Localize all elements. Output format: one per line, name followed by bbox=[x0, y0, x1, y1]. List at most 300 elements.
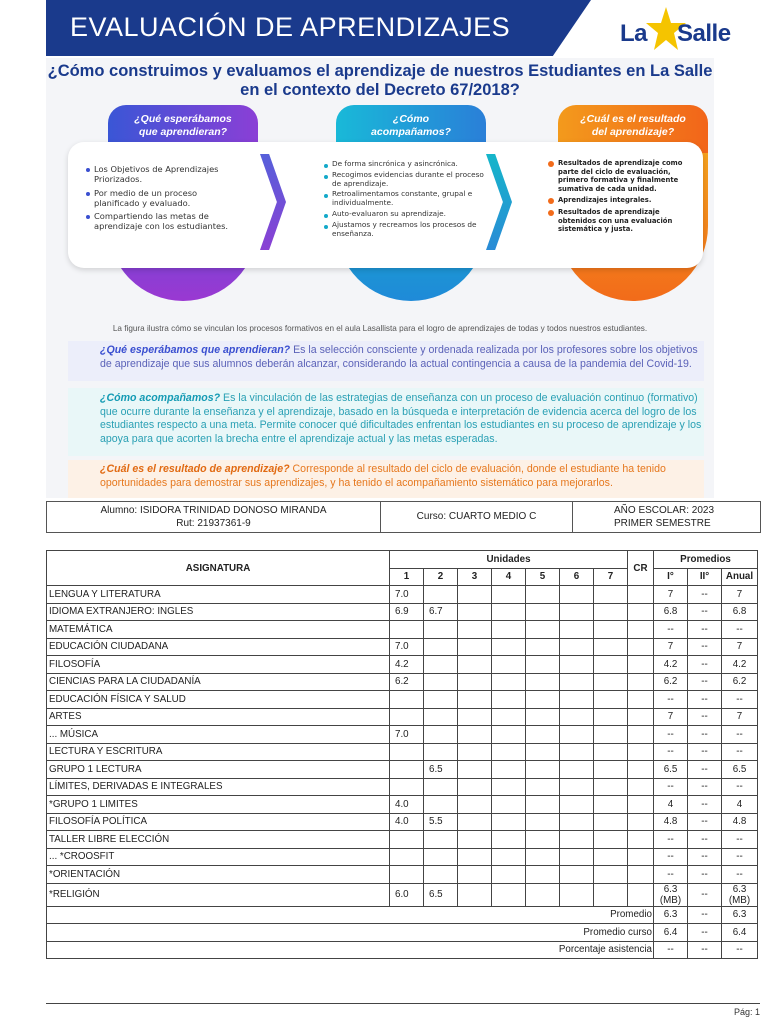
unit-grade bbox=[594, 883, 628, 906]
lasalle-logo bbox=[618, 6, 743, 54]
unit-grade bbox=[458, 883, 492, 906]
cr-cell bbox=[628, 883, 654, 906]
table-row bbox=[47, 831, 758, 849]
unit-grade bbox=[458, 621, 492, 639]
report-header bbox=[0, 0, 768, 58]
grades-body bbox=[47, 586, 758, 959]
infographic bbox=[46, 58, 714, 498]
average-i: -- bbox=[654, 848, 688, 866]
unit-grade bbox=[492, 883, 526, 906]
unit-grade bbox=[458, 708, 492, 726]
average-i: 7 bbox=[654, 708, 688, 726]
unit-grade bbox=[560, 726, 594, 744]
average-ii: -- bbox=[688, 673, 722, 691]
unit-grade bbox=[424, 778, 458, 796]
table-row bbox=[47, 673, 758, 691]
unit-grade bbox=[526, 848, 560, 866]
subject-name: FILOSOFÍA POLÍTICA bbox=[47, 813, 390, 831]
cr-cell bbox=[628, 726, 654, 744]
unit-grade bbox=[458, 761, 492, 779]
description-cual-resultado: ¿Cuál es el resultado de aprendizaje? Corresponde al resultado del ciclo de evaluación, donde el estudiante ha tenido oportunidades para demostrar sus aprendizajes, y ha tenido el acompañamiento sistemático para mejorarlos. bbox=[68, 460, 704, 498]
grades-table bbox=[46, 550, 758, 959]
report-title: EVALUACIÓN DE APRENDIZAJES bbox=[70, 12, 511, 42]
header-unit-7: 7 bbox=[594, 568, 628, 586]
table-row bbox=[47, 813, 758, 831]
cr-cell bbox=[628, 831, 654, 849]
unit-grade bbox=[458, 656, 492, 674]
description-como-acompanamos: ¿Cómo acompañamos? Es la vinculación de las estrategias de enseñanza con un proceso de evaluación continuo (formativo) que ocurre durante la enseñanza y el aprendizaje, basado en la búsqueda e interpretación de evidencia acerca del logro de los estudiantes respecto a una meta. Permite conocer qué dificultades enfrentan los estudiantes en su proceso de aprendizaje y los apoya para que acorten la brecha entre el aprendizaje actual y las metas esperadas. bbox=[68, 388, 704, 456]
unit-grade bbox=[458, 866, 492, 884]
average-ii: -- bbox=[688, 883, 722, 906]
unit-grade bbox=[594, 831, 628, 849]
unit-grade bbox=[458, 778, 492, 796]
unit-grade bbox=[492, 586, 526, 604]
table-row bbox=[47, 621, 758, 639]
average-ii: -- bbox=[688, 691, 722, 709]
unit-grade bbox=[458, 743, 492, 761]
unit-grade bbox=[458, 603, 492, 621]
average-anual: 6.2 bbox=[722, 673, 758, 691]
average-i: 6.8 bbox=[654, 603, 688, 621]
average-ii: -- bbox=[688, 866, 722, 884]
unit-grade bbox=[594, 603, 628, 621]
average-anual: -- bbox=[722, 866, 758, 884]
unit-grade bbox=[492, 726, 526, 744]
average-anual: 7 bbox=[722, 586, 758, 604]
cr-cell bbox=[628, 743, 654, 761]
cr-cell bbox=[628, 778, 654, 796]
unit-grade bbox=[526, 708, 560, 726]
unit-grade bbox=[492, 673, 526, 691]
unit-grade bbox=[526, 638, 560, 656]
unit-grade bbox=[560, 831, 594, 849]
subject-name: GRUPO 1 LECTURA bbox=[47, 761, 390, 779]
subject-name: *RELIGIÓN bbox=[47, 883, 390, 906]
average-i: -- bbox=[654, 621, 688, 639]
cr-cell bbox=[628, 761, 654, 779]
unit-grade: 4.0 bbox=[390, 813, 424, 831]
unit-grade bbox=[492, 848, 526, 866]
unit-grade bbox=[424, 848, 458, 866]
unit-grade bbox=[526, 656, 560, 674]
unit-grade bbox=[390, 761, 424, 779]
average-anual: -- bbox=[722, 778, 758, 796]
subject-name: EDUCACIÓN CIUDADANA bbox=[47, 638, 390, 656]
summary-label: Porcentaje asistencia bbox=[47, 941, 654, 959]
average-ii: -- bbox=[688, 761, 722, 779]
unit-grade bbox=[526, 603, 560, 621]
unit-grade bbox=[492, 656, 526, 674]
unit-grade bbox=[424, 866, 458, 884]
average-ii: -- bbox=[688, 726, 722, 744]
unit-grade bbox=[526, 778, 560, 796]
unit-grade: 6.2 bbox=[390, 673, 424, 691]
average-anual: -- bbox=[722, 743, 758, 761]
unit-grade bbox=[424, 796, 458, 814]
average-anual: 6.8 bbox=[722, 603, 758, 621]
unit-grade bbox=[458, 586, 492, 604]
average-anual: 7 bbox=[722, 638, 758, 656]
subject-name: ... MÚSICA bbox=[47, 726, 390, 744]
table-row bbox=[47, 691, 758, 709]
list-que-esperabamos bbox=[86, 164, 236, 235]
average-ii: -- bbox=[688, 586, 722, 604]
unit-grade bbox=[594, 866, 628, 884]
unit-grade bbox=[492, 761, 526, 779]
summary-anual: -- bbox=[722, 941, 758, 959]
average-anual: -- bbox=[722, 848, 758, 866]
average-anual: 6.5 bbox=[722, 761, 758, 779]
unit-grade bbox=[492, 708, 526, 726]
unit-grade: 4.2 bbox=[390, 656, 424, 674]
cr-cell bbox=[628, 673, 654, 691]
header-cr: CR bbox=[628, 551, 654, 586]
unit-grade bbox=[424, 743, 458, 761]
unit-grade bbox=[560, 813, 594, 831]
table-row bbox=[47, 708, 758, 726]
unit-grade bbox=[458, 796, 492, 814]
unit-grade bbox=[458, 848, 492, 866]
summary-label: Promedio curso bbox=[47, 924, 654, 942]
unit-grade bbox=[594, 813, 628, 831]
unit-grade bbox=[594, 621, 628, 639]
header-prom-1: I° bbox=[654, 568, 688, 586]
unit-grade bbox=[560, 638, 594, 656]
unit-grade bbox=[424, 831, 458, 849]
unit-grade bbox=[594, 743, 628, 761]
unit-grade bbox=[594, 586, 628, 604]
list-item: Auto-evaluaron su aprendizaje. bbox=[324, 210, 484, 219]
tab-cual-resultado: ¿Cuál es el resultado del aprendizaje? bbox=[558, 105, 708, 153]
unit-grade bbox=[458, 638, 492, 656]
table-row bbox=[47, 761, 758, 779]
unit-grade bbox=[526, 586, 560, 604]
list-item: Los Objetivos de Aprendizajes Priorizados. bbox=[86, 164, 236, 185]
unit-grade bbox=[594, 638, 628, 656]
average-ii: -- bbox=[688, 778, 722, 796]
average-i: 6.2 bbox=[654, 673, 688, 691]
unit-grade: 6.0 bbox=[390, 883, 424, 906]
unit-grade bbox=[560, 673, 594, 691]
average-i: -- bbox=[654, 743, 688, 761]
unit-grade bbox=[492, 621, 526, 639]
header-unit-2: 2 bbox=[424, 568, 458, 586]
average-i: -- bbox=[654, 831, 688, 849]
header-unidades: Unidades bbox=[390, 551, 628, 569]
unit-grade bbox=[492, 831, 526, 849]
unit-grade bbox=[424, 656, 458, 674]
subject-name: ARTES bbox=[47, 708, 390, 726]
summary-p1: -- bbox=[654, 941, 688, 959]
average-anual: 4.2 bbox=[722, 656, 758, 674]
list-item: Compartiendo las metas de aprendizaje con los estudiantes. bbox=[86, 211, 236, 232]
unit-grade bbox=[526, 796, 560, 814]
unit-grade: 7.0 bbox=[390, 586, 424, 604]
average-anual: 7 bbox=[722, 708, 758, 726]
unit-grade bbox=[424, 621, 458, 639]
subject-name: TALLER LIBRE ELECCIÓN bbox=[47, 831, 390, 849]
unit-grade bbox=[560, 883, 594, 906]
unit-grade bbox=[390, 778, 424, 796]
unit-grade bbox=[390, 621, 424, 639]
unit-grade: 7.0 bbox=[390, 726, 424, 744]
header-prom-3: Anual bbox=[722, 568, 758, 586]
table-row bbox=[47, 848, 758, 866]
unit-grade bbox=[560, 761, 594, 779]
list-cual-resultado bbox=[548, 159, 688, 237]
infographic-title: ¿Cómo construimos y evaluamos el aprendizaje de nuestros Estudiantes en La Salle en el contexto del Decreto 67/2018? bbox=[47, 62, 713, 99]
average-i: 6.5 bbox=[654, 761, 688, 779]
unit-grade bbox=[560, 866, 594, 884]
cr-cell bbox=[628, 638, 654, 656]
unit-grade bbox=[526, 726, 560, 744]
unit-grade bbox=[390, 866, 424, 884]
unit-grade bbox=[594, 691, 628, 709]
average-ii: -- bbox=[688, 708, 722, 726]
average-i: 6.3 (MB) bbox=[654, 883, 688, 906]
table-row bbox=[47, 796, 758, 814]
unit-grade bbox=[526, 743, 560, 761]
unit-grade bbox=[492, 796, 526, 814]
unit-grade bbox=[594, 726, 628, 744]
infographic-caption: La figura ilustra cómo se vinculan los procesos formativos en el aula Lasallista para el logro de aprendizajes de todas y todos nuestros estudiantes. bbox=[112, 324, 648, 333]
average-i: 4.2 bbox=[654, 656, 688, 674]
unit-grade bbox=[594, 778, 628, 796]
student-name-cell bbox=[47, 502, 380, 532]
unit-grade bbox=[458, 726, 492, 744]
summary-row bbox=[47, 941, 758, 959]
unit-grade bbox=[492, 743, 526, 761]
unit-grade bbox=[526, 883, 560, 906]
average-anual: 4.8 bbox=[722, 813, 758, 831]
cr-cell bbox=[628, 656, 654, 674]
cr-cell bbox=[628, 813, 654, 831]
unit-grade bbox=[526, 866, 560, 884]
unit-grade: 6.5 bbox=[424, 761, 458, 779]
unit-grade bbox=[594, 761, 628, 779]
header-prom-2: II° bbox=[688, 568, 722, 586]
subject-name: LÍMITES, DERIVADAS E INTEGRALES bbox=[47, 778, 390, 796]
average-anual: -- bbox=[722, 691, 758, 709]
logo-text-salle: Salle bbox=[677, 20, 731, 47]
table-row bbox=[47, 656, 758, 674]
unit-grade bbox=[424, 673, 458, 691]
unit-grade bbox=[594, 848, 628, 866]
average-anual: 4 bbox=[722, 796, 758, 814]
list-item: De forma sincrónica y asincrónica. bbox=[324, 160, 484, 169]
list-item: Aprendizajes integrales. bbox=[548, 196, 688, 205]
table-row bbox=[47, 638, 758, 656]
unit-grade bbox=[424, 708, 458, 726]
cr-cell bbox=[628, 708, 654, 726]
subject-name: *ORIENTACIÓN bbox=[47, 866, 390, 884]
average-ii: -- bbox=[688, 603, 722, 621]
unit-grade bbox=[492, 691, 526, 709]
subject-name: ... *CROOSFIT bbox=[47, 848, 390, 866]
average-i: -- bbox=[654, 726, 688, 744]
unit-grade bbox=[390, 691, 424, 709]
summary-anual: 6.4 bbox=[722, 924, 758, 942]
summary-anual: 6.3 bbox=[722, 906, 758, 924]
average-ii: -- bbox=[688, 656, 722, 674]
average-ii: -- bbox=[688, 848, 722, 866]
average-i: 4.8 bbox=[654, 813, 688, 831]
summary-p2: -- bbox=[688, 941, 722, 959]
subject-name: *GRUPO 1 LIMITES bbox=[47, 796, 390, 814]
unit-grade: 6.7 bbox=[424, 603, 458, 621]
average-i: 4 bbox=[654, 796, 688, 814]
summary-p1: 6.4 bbox=[654, 924, 688, 942]
semester: PRIMER SEMESTRE bbox=[614, 518, 711, 529]
subject-name: FILOSOFÍA bbox=[47, 656, 390, 674]
header-asignatura: ASIGNATURA bbox=[47, 551, 390, 586]
footer-divider bbox=[46, 1003, 760, 1004]
unit-grade bbox=[560, 743, 594, 761]
unit-grade bbox=[560, 586, 594, 604]
average-ii: -- bbox=[688, 813, 722, 831]
unit-grade: 4.0 bbox=[390, 796, 424, 814]
header-promedios: Promedios bbox=[654, 551, 758, 569]
average-ii: -- bbox=[688, 638, 722, 656]
unit-grade bbox=[560, 708, 594, 726]
summary-row bbox=[47, 906, 758, 924]
subject-name: IDIOMA EXTRANJERO: INGLES bbox=[47, 603, 390, 621]
table-row bbox=[47, 586, 758, 604]
cr-cell bbox=[628, 848, 654, 866]
header-unit-1: 1 bbox=[390, 568, 424, 586]
school-year: AÑO ESCOLAR: 2023 bbox=[614, 505, 715, 516]
cr-cell bbox=[628, 603, 654, 621]
cr-cell bbox=[628, 866, 654, 884]
table-row bbox=[47, 778, 758, 796]
unit-grade bbox=[526, 691, 560, 709]
unit-grade bbox=[424, 586, 458, 604]
unit-grade bbox=[492, 866, 526, 884]
cr-cell bbox=[628, 621, 654, 639]
average-ii: -- bbox=[688, 743, 722, 761]
unit-grade: 7.0 bbox=[390, 638, 424, 656]
unit-grade bbox=[424, 691, 458, 709]
unit-grade bbox=[560, 656, 594, 674]
average-anual: -- bbox=[722, 831, 758, 849]
header-unit-4: 4 bbox=[492, 568, 526, 586]
student-rut: Rut: 21937361-9 bbox=[176, 518, 251, 529]
average-anual: -- bbox=[722, 621, 758, 639]
summary-row bbox=[47, 924, 758, 942]
subject-name: MATEMÁTICA bbox=[47, 621, 390, 639]
average-i: 7 bbox=[654, 586, 688, 604]
table-row bbox=[47, 603, 758, 621]
cr-cell bbox=[628, 586, 654, 604]
average-i: -- bbox=[654, 778, 688, 796]
student-name: Alumno: ISIDORA TRINIDAD DONOSO MIRANDA bbox=[100, 505, 327, 516]
header-unit-6: 6 bbox=[560, 568, 594, 586]
average-i: -- bbox=[654, 691, 688, 709]
unit-grade bbox=[526, 831, 560, 849]
unit-grade bbox=[560, 778, 594, 796]
summary-label: Promedio bbox=[47, 906, 654, 924]
cr-cell bbox=[628, 796, 654, 814]
unit-grade bbox=[390, 708, 424, 726]
unit-grade bbox=[594, 656, 628, 674]
unit-grade bbox=[594, 796, 628, 814]
unit-grade: 6.5 bbox=[424, 883, 458, 906]
unit-grade bbox=[526, 621, 560, 639]
logo-text-la: La bbox=[620, 20, 648, 47]
unit-grade bbox=[560, 603, 594, 621]
list-item: Ajustamos y recreamos los procesos de enseñanza. bbox=[324, 221, 484, 239]
table-row bbox=[47, 866, 758, 884]
average-i: -- bbox=[654, 866, 688, 884]
unit-grade bbox=[526, 761, 560, 779]
unit-grade bbox=[594, 708, 628, 726]
school-year-cell bbox=[573, 502, 760, 532]
unit-grade: 6.9 bbox=[390, 603, 424, 621]
unit-grade bbox=[390, 743, 424, 761]
student-info bbox=[46, 501, 761, 533]
list-item: Retroalimentamos constante, grupal e individualmente. bbox=[324, 190, 484, 208]
page-number: Pág: 1 bbox=[733, 1007, 760, 1017]
average-ii: -- bbox=[688, 831, 722, 849]
unit-grade bbox=[390, 831, 424, 849]
average-ii: -- bbox=[688, 796, 722, 814]
unit-grade bbox=[560, 796, 594, 814]
unit-grade bbox=[424, 726, 458, 744]
average-ii: -- bbox=[688, 621, 722, 639]
unit-grade bbox=[458, 691, 492, 709]
unit-grade bbox=[492, 603, 526, 621]
table-row bbox=[47, 743, 758, 761]
unit-grade bbox=[526, 673, 560, 691]
summary-p2: -- bbox=[688, 906, 722, 924]
description-que-esperabamos: ¿Qué esperábamos que aprendieran? Es la selección consciente y ordenada realizada por los profesores sobre los objetivos de aprendizaje que sus alumnos deberán alcanzar, considerando la actual contingencia a causa de la pandemia del Covid-19. bbox=[68, 341, 704, 381]
unit-grade: 5.5 bbox=[424, 813, 458, 831]
unit-grade bbox=[594, 673, 628, 691]
unit-grade bbox=[492, 638, 526, 656]
subject-name: LENGUA Y LITERATURA bbox=[47, 586, 390, 604]
header-unit-5: 5 bbox=[526, 568, 560, 586]
list-item: Recogimos evidencias durante el proceso de aprendizaje. bbox=[324, 171, 484, 189]
unit-grade bbox=[458, 813, 492, 831]
unit-grade bbox=[492, 778, 526, 796]
unit-grade bbox=[492, 813, 526, 831]
unit-grade bbox=[458, 673, 492, 691]
summary-p1: 6.3 bbox=[654, 906, 688, 924]
unit-grade bbox=[560, 691, 594, 709]
unit-grade bbox=[560, 621, 594, 639]
list-item: Resultados de aprendizaje obtenidos con una evaluación sistemática y justa. bbox=[548, 208, 688, 234]
header-unit-3: 3 bbox=[458, 568, 492, 586]
list-como-acompanamos bbox=[324, 160, 484, 240]
unit-grade bbox=[390, 848, 424, 866]
subject-name: LECTURA Y ESCRITURA bbox=[47, 743, 390, 761]
subject-name: EDUCACIÓN FÍSICA Y SALUD bbox=[47, 691, 390, 709]
unit-grade bbox=[458, 831, 492, 849]
course-cell bbox=[380, 502, 573, 532]
subject-name: CIENCIAS PARA LA CIUDADANÍA bbox=[47, 673, 390, 691]
average-anual: 6.3 (MB) bbox=[722, 883, 758, 906]
average-anual: -- bbox=[722, 726, 758, 744]
table-row bbox=[47, 726, 758, 744]
unit-grade bbox=[560, 848, 594, 866]
list-item: Resultados de aprendizaje como parte del ciclo de evaluación, primero formativa y finalmente sumativa de cada unidad. bbox=[548, 159, 688, 193]
cr-cell bbox=[628, 691, 654, 709]
unit-grade bbox=[526, 813, 560, 831]
table-row bbox=[47, 883, 758, 906]
average-i: 7 bbox=[654, 638, 688, 656]
list-item: Por medio de un proceso planificado y evaluado. bbox=[86, 188, 236, 209]
summary-p2: -- bbox=[688, 924, 722, 942]
